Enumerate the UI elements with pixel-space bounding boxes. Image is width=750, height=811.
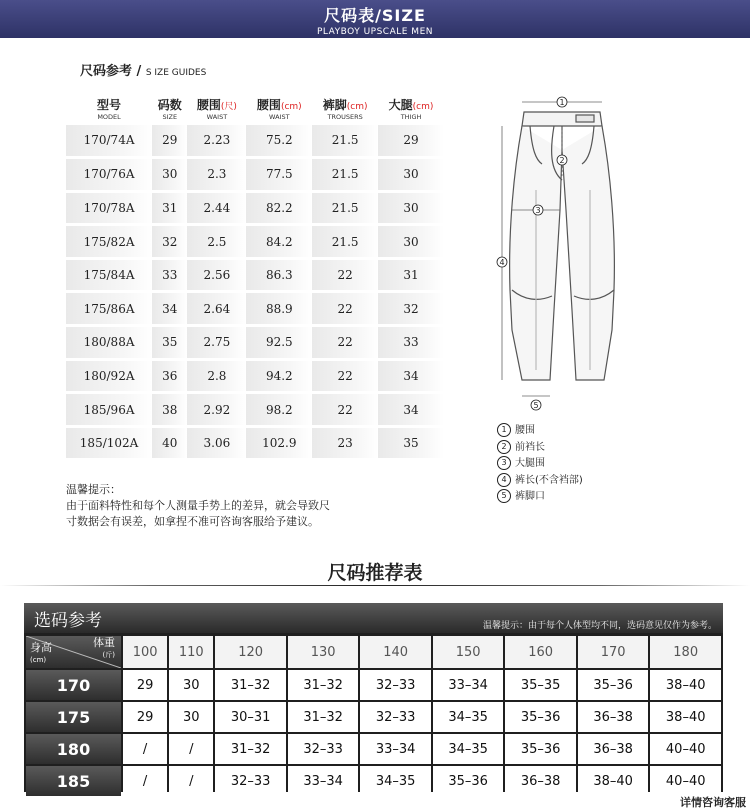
recommend-size-cell: 33–34 xyxy=(288,766,359,796)
recommend-size-cell: 29 xyxy=(123,702,167,732)
size-cell: 22 xyxy=(312,326,378,360)
size-table-body xyxy=(66,124,444,460)
recommend-size-cell: 31–32 xyxy=(215,670,286,700)
recommend-size-cell: 32–33 xyxy=(288,734,359,764)
recommend-size-cell: / xyxy=(123,766,167,796)
size-cell: 21.5 xyxy=(312,191,378,225)
recommend-row xyxy=(26,734,721,764)
weight-header-cell: 130 xyxy=(288,636,359,668)
height-cell: 170 xyxy=(26,670,121,700)
size-cell: 22 xyxy=(312,292,378,326)
size-cell: 175/86A xyxy=(66,292,152,326)
corner-cell xyxy=(26,636,121,668)
weight-header-cell: 110 xyxy=(169,636,213,668)
size-table-row xyxy=(66,124,444,158)
size-cell: 34 xyxy=(152,292,187,326)
size-cell: 35 xyxy=(378,426,444,460)
recommend-size-cell: 34–35 xyxy=(433,734,504,764)
marker-4: 4 xyxy=(499,258,505,267)
recommend-size-cell: 35–36 xyxy=(505,734,576,764)
size-guide-title-cn: 尺码参考 / xyxy=(80,64,146,79)
size-cell: 86.3 xyxy=(246,258,312,292)
recommend-size-cell: 33–34 xyxy=(360,734,431,764)
recommend-size-cell: 30–31 xyxy=(215,702,286,732)
size-cell: 82.2 xyxy=(246,191,312,225)
corner-height: 身高 xyxy=(30,641,52,654)
recommend-size-cell: 40–40 xyxy=(650,734,721,764)
size-cell: 22 xyxy=(312,258,378,292)
marker-5: 5 xyxy=(533,401,539,410)
corner-weight-unit: (斤) xyxy=(102,651,115,659)
size-cell: 98.2 xyxy=(246,393,312,427)
size-cell: 2.56 xyxy=(187,258,246,292)
weight-header-cell: 180 xyxy=(650,636,721,668)
size-cell: 32 xyxy=(152,225,187,259)
size-cell: 75.2 xyxy=(246,124,312,158)
recommend-size-cell: 30 xyxy=(169,702,213,732)
weight-header-cell: 120 xyxy=(215,636,286,668)
weight-header-cell: 170 xyxy=(578,636,649,668)
recommend-size-cell: 38–40 xyxy=(650,702,721,732)
recommend-size-cell: 31–32 xyxy=(288,702,359,732)
size-table xyxy=(66,90,444,461)
recommend-divider xyxy=(0,585,750,586)
footer-note: 详情咨询客服 xyxy=(680,796,746,809)
size-cell: 2.44 xyxy=(187,191,246,225)
legend-item: 2 前裆长 xyxy=(497,440,583,457)
size-cell: 29 xyxy=(378,124,444,158)
header-model: 型号 MODEL xyxy=(97,97,122,121)
size-cell: 32 xyxy=(378,292,444,326)
recommend-size-cell: 33–34 xyxy=(433,670,504,700)
size-table-header xyxy=(66,90,444,124)
recommend-box-title: 选码参考 xyxy=(34,611,102,631)
weight-header-cell: 100 xyxy=(123,636,167,668)
legend-item: 1 腰围 xyxy=(497,423,583,440)
height-cell: 180 xyxy=(26,734,121,764)
tips-line-2: 寸数据会有误差，如拿捏不准可咨询客服给予建议。 xyxy=(66,515,319,528)
recommend-title: 尺码推荐表 xyxy=(327,562,423,584)
size-cell: 84.2 xyxy=(246,225,312,259)
weight-header-cell: 160 xyxy=(505,636,576,668)
size-cell: 2.64 xyxy=(187,292,246,326)
recommend-size-cell: 36–38 xyxy=(505,766,576,796)
tips-title: 温馨提示： xyxy=(66,483,121,496)
recommend-size-cell: 36–38 xyxy=(578,702,649,732)
recommend-row xyxy=(26,766,721,796)
size-cell: 30 xyxy=(378,158,444,192)
size-cell: 22 xyxy=(312,359,378,393)
size-cell: 2.75 xyxy=(187,326,246,360)
size-cell: 31 xyxy=(378,258,444,292)
recommend-box-tip: 温馨提示：由于每个人体型均不同，选码意见仅作为参考。 xyxy=(482,621,717,631)
recommend-table xyxy=(24,634,723,798)
size-cell: 2.23 xyxy=(187,124,246,158)
size-cell: 2.92 xyxy=(187,393,246,427)
size-cell: 3.06 xyxy=(187,426,246,460)
recommend-row xyxy=(26,702,721,732)
header-waist-chi: 腰围(尺) WAIST xyxy=(196,97,237,121)
size-cell: 92.5 xyxy=(246,326,312,360)
recommend-box xyxy=(24,603,723,792)
recommend-size-cell: 31–32 xyxy=(288,670,359,700)
recommend-size-cell: 29 xyxy=(123,670,167,700)
size-table-row xyxy=(66,292,444,326)
header-size: 码数 SIZE xyxy=(157,97,182,121)
height-cell: 175 xyxy=(26,702,121,732)
size-table-row xyxy=(66,258,444,292)
marker-1: 1 xyxy=(559,98,565,107)
size-cell: 30 xyxy=(378,191,444,225)
size-cell: 185/96A xyxy=(66,393,152,427)
size-cell: 22 xyxy=(312,393,378,427)
recommend-size-cell: 40–40 xyxy=(650,766,721,796)
size-cell: 2.3 xyxy=(187,158,246,192)
recommend-row xyxy=(26,670,721,700)
size-cell: 185/102A xyxy=(66,426,152,460)
recommend-size-cell: 35–36 xyxy=(578,670,649,700)
recommend-size-cell: 38–40 xyxy=(578,766,649,796)
recommend-size-cell: 34–35 xyxy=(360,766,431,796)
recommend-size-cell: 32–33 xyxy=(360,702,431,732)
size-cell: 40 xyxy=(152,426,187,460)
header-thigh: 大腿(cm) THIGH xyxy=(388,97,434,121)
recommend-size-cell: / xyxy=(169,766,213,796)
legend-item: 4 裤长(不含裆部) xyxy=(497,473,583,490)
recommend-size-cell: 32–33 xyxy=(215,766,286,796)
size-cell: 35 xyxy=(152,326,187,360)
tips-line-1: 由于面料特性和每个人测量手势上的差异，就会导致尺 xyxy=(66,499,330,512)
size-cell: 21.5 xyxy=(312,225,378,259)
size-cell: 102.9 xyxy=(246,426,312,460)
banner-subtitle: PLAYBOY UPSCALE MEN xyxy=(317,27,433,37)
size-cell: 180/92A xyxy=(66,359,152,393)
size-cell: 23 xyxy=(312,426,378,460)
size-cell: 34 xyxy=(378,393,444,427)
banner-title: 尺码表/SIZE xyxy=(324,6,426,25)
size-cell: 31 xyxy=(152,191,187,225)
recommend-size-cell: 35–35 xyxy=(505,670,576,700)
size-guide-title-en: S IZE GUIDES xyxy=(145,68,207,78)
size-cell: 170/74A xyxy=(66,124,152,158)
size-table-row xyxy=(66,158,444,192)
tips-note xyxy=(66,482,396,530)
recommend-size-cell: 35–36 xyxy=(433,766,504,796)
recommend-size-cell: 34–35 xyxy=(433,702,504,732)
size-table-row xyxy=(66,326,444,360)
size-table-row xyxy=(66,426,444,460)
size-cell: 36 xyxy=(152,359,187,393)
recommend-size-cell: 31–32 xyxy=(215,734,286,764)
size-cell: 33 xyxy=(378,326,444,360)
corner-weight: 体重 xyxy=(93,636,115,649)
size-cell: 175/82A xyxy=(66,225,152,259)
recommend-weight-header xyxy=(26,636,721,668)
size-table-row xyxy=(66,359,444,393)
weight-header-cell: 150 xyxy=(433,636,504,668)
size-cell: 30 xyxy=(152,158,187,192)
legend-item: 5 裤脚口 xyxy=(497,489,583,506)
size-cell: 21.5 xyxy=(312,158,378,192)
size-cell: 94.2 xyxy=(246,359,312,393)
marker-3: 3 xyxy=(535,206,541,215)
size-cell: 30 xyxy=(378,225,444,259)
size-table-row xyxy=(66,191,444,225)
size-cell: 2.8 xyxy=(187,359,246,393)
legend-item: 3 大腿围 xyxy=(497,456,583,473)
recommend-size-cell: 36–38 xyxy=(578,734,649,764)
size-cell: 21.5 xyxy=(312,124,378,158)
size-cell: 88.9 xyxy=(246,292,312,326)
recommend-header xyxy=(24,603,723,633)
pants-diagram xyxy=(488,90,638,420)
size-cell: 77.5 xyxy=(246,158,312,192)
size-cell: 170/78A xyxy=(66,191,152,225)
weight-header-cell: 140 xyxy=(360,636,431,668)
height-cell: 185 xyxy=(26,766,121,796)
size-cell: 33 xyxy=(152,258,187,292)
size-cell: 2.5 xyxy=(187,225,246,259)
diagram-legend xyxy=(497,423,583,506)
size-table-row xyxy=(66,393,444,427)
header-banner xyxy=(0,0,750,38)
recommend-size-cell: 30 xyxy=(169,670,213,700)
size-table-row xyxy=(66,225,444,259)
recommend-size-cell: / xyxy=(123,734,167,764)
size-cell: 175/84A xyxy=(66,258,152,292)
header-waist-cm: 腰围(cm) WAIST xyxy=(256,97,302,121)
size-cell: 29 xyxy=(152,124,187,158)
size-guide-title xyxy=(80,60,206,79)
recommend-size-cell: / xyxy=(169,734,213,764)
size-cell: 34 xyxy=(378,359,444,393)
size-cell: 170/76A xyxy=(66,158,152,192)
header-trousers: 裤脚(cm) TROUSERS xyxy=(322,97,368,121)
recommend-size-cell: 38–40 xyxy=(650,670,721,700)
corner-height-unit: (cm) xyxy=(30,656,47,664)
size-cell: 180/88A xyxy=(66,326,152,360)
recommend-size-cell: 32–33 xyxy=(360,670,431,700)
size-cell: 38 xyxy=(152,393,187,427)
marker-2: 2 xyxy=(559,156,565,165)
recommend-size-cell: 35–36 xyxy=(505,702,576,732)
